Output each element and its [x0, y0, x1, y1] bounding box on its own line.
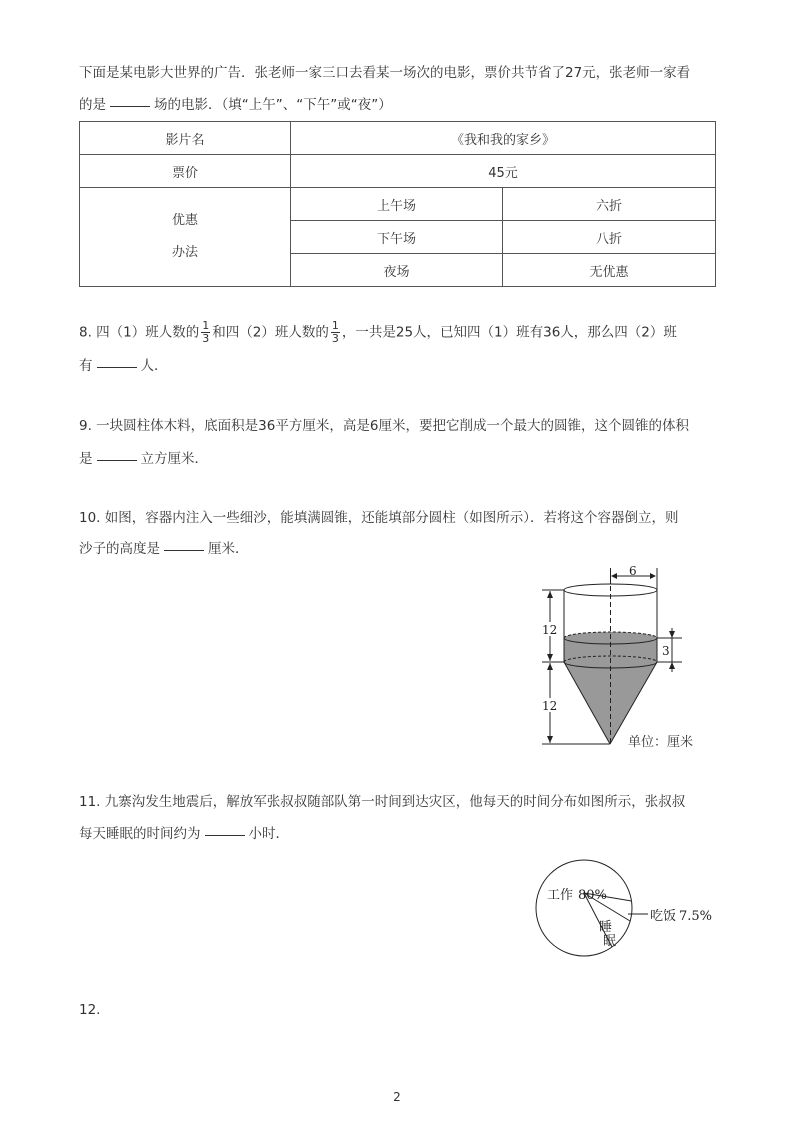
q11-line-2-post: 小时．	[248, 826, 289, 842]
eat-percent: 7.5%	[679, 909, 713, 924]
movie-ad-table	[79, 121, 716, 287]
q10-line-2-pre: 沙子的高度是	[79, 541, 160, 557]
q11-line-1: 11. 九寨沟发生地震后，解放军张叔叔随部队第一时间到达灾区，他每天的时间分布如图所示，张叔叔	[79, 794, 686, 810]
work-label: 工作	[547, 887, 574, 902]
radius-label: 6	[629, 564, 637, 578]
q9-line-2-post: 立方厘米．	[140, 451, 208, 467]
discount-cell: 六折	[503, 188, 716, 221]
answer-blank[interactable]	[97, 367, 137, 368]
container-diagram	[530, 562, 720, 752]
price-label-cell: 票价	[80, 155, 291, 188]
time-pie-chart	[530, 858, 720, 962]
intro-line-1: 下面是某电影大世界的广告．张老师一家三口去看某一场次的电影，票价共节省了27元，张老师一家看	[79, 65, 691, 81]
discount-label-1: 优惠	[171, 213, 198, 228]
q8-line-1	[79, 320, 677, 345]
q10-line-1: 10. 如图，容器内注入一些细沙，能填满圆锥，还能填部分圆柱（如图所示）．若将这个容器倒立，则	[79, 510, 679, 526]
session-cell: 下午场	[291, 221, 503, 254]
q12-label: 12.	[79, 1002, 101, 1018]
q8-line-2-pre: 有	[79, 358, 93, 374]
film-label-cell: 影片名	[80, 122, 291, 155]
sand-arrow-bottom	[669, 662, 675, 669]
q10-line-2	[79, 539, 249, 559]
intro-line-2-pre: 的是	[79, 97, 106, 113]
pie-outline	[536, 860, 632, 956]
session-cell: 上午场	[291, 188, 503, 221]
cone-height-label: 12	[542, 699, 558, 713]
unit-label: 单位：厘米	[628, 735, 694, 750]
fraction-numerator: 1	[331, 319, 339, 332]
answer-blank[interactable]	[97, 460, 137, 461]
page-number: 2	[393, 1090, 401, 1104]
q11-line-2	[79, 824, 289, 844]
answer-blank[interactable]	[164, 550, 204, 551]
cone-height-arrow-up	[547, 663, 553, 670]
q9-line-2-pre: 是	[79, 451, 93, 467]
q10-line-2-post: 厘米．	[208, 541, 249, 557]
sleep-label-2: 眠	[603, 933, 617, 948]
discount-cell: 无优惠	[503, 254, 716, 287]
cyl-height-arrow-up	[547, 591, 553, 598]
table-row	[80, 155, 716, 188]
q9-line-2	[79, 449, 208, 469]
q8-part-1: 8. 四（1）班人数的	[79, 324, 200, 341]
q8-line-2	[79, 356, 168, 376]
q8-line-2-post: 人．	[140, 358, 168, 374]
eat-label: 吃饭	[650, 908, 677, 923]
fraction-one-third	[331, 320, 340, 345]
radius-arrow-right	[650, 573, 656, 579]
sand-height-label: 3	[662, 644, 670, 658]
discount-cell: 八折	[503, 221, 716, 254]
price-value-cell: 45元	[291, 155, 716, 188]
cyl-height-arrow-down	[547, 654, 553, 661]
fraction-numerator: 1	[202, 319, 210, 332]
sand-arrow-top	[669, 631, 675, 638]
cyl-height-label: 12	[542, 623, 558, 637]
q8-part-3: ，一共是25人，已知四（1）班有36人，那么四（2）班	[341, 324, 677, 341]
q8-part-2: 和四（2）班人数的	[212, 324, 329, 341]
discount-label-cell	[80, 188, 291, 287]
work-percent: 80%	[578, 888, 607, 903]
table-row	[80, 188, 716, 221]
radius-arrow-left	[611, 573, 617, 579]
fraction-denominator: 3	[331, 332, 339, 345]
answer-blank[interactable]	[205, 835, 245, 836]
sleep-label-1: 睡	[599, 919, 613, 934]
intro-line-2	[79, 95, 392, 115]
table-row	[80, 122, 716, 155]
q9-line-1: 9. 一块圆柱体木料，底面积是36平方厘米，高是6厘米，要把它削成一个最大的圆锥，这个圆锥的体积	[79, 418, 689, 434]
cone-height-arrow-down	[547, 736, 553, 743]
intro-line-2-post: 场的电影．（填“上午”、“下午”或“夜”）	[154, 97, 392, 113]
answer-blank[interactable]	[110, 106, 150, 107]
discount-label-2: 办法	[171, 245, 198, 260]
session-cell: 夜场	[291, 254, 503, 287]
film-name-cell: 《我和我的家乡》	[291, 122, 716, 155]
fraction-one-third	[201, 320, 210, 345]
q11-line-2-pre: 每天睡眠的时间约为	[79, 826, 201, 842]
fraction-denominator: 3	[202, 332, 210, 345]
